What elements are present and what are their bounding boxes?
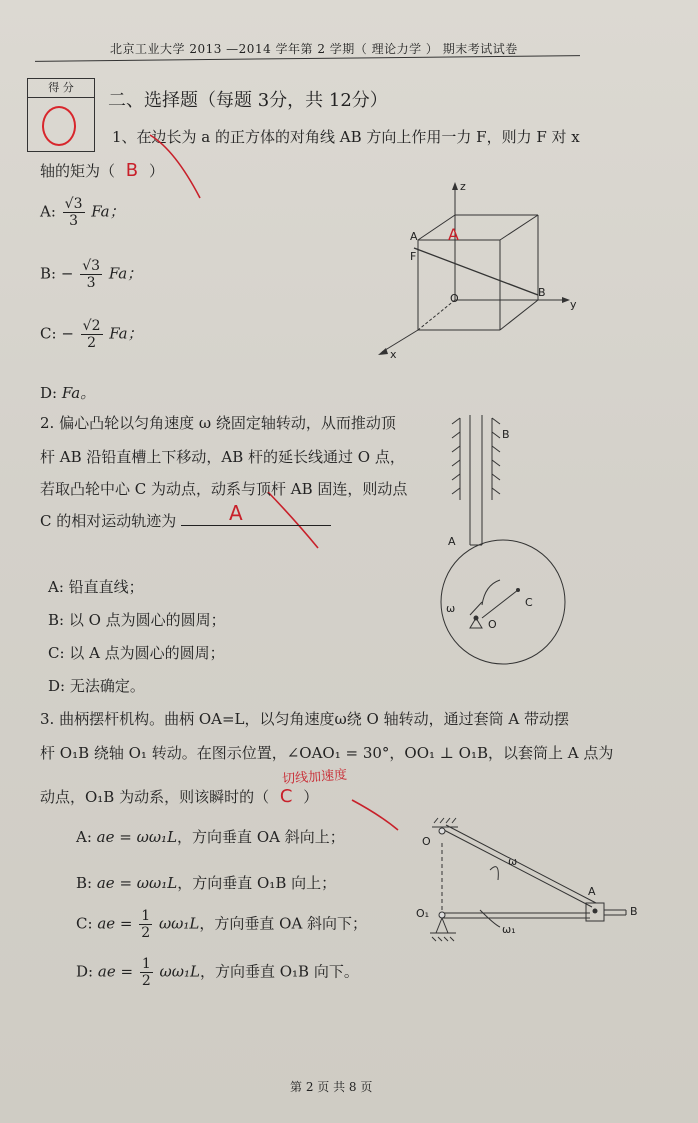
q1-option-c-sign: − — [61, 324, 74, 343]
cube-axis-x: x — [390, 348, 397, 361]
q1-option-c-label: C: — [40, 324, 57, 343]
z-axis-arrow — [452, 182, 458, 190]
q2-option-b: B: 以 O 点为圆心的圆周； — [48, 611, 226, 629]
q1-option-c-den: 2 — [87, 335, 97, 351]
mech-point-a: A — [588, 885, 596, 898]
q3-option-d — [76, 956, 359, 989]
q2-option-c: C: 以 A 点为圆心的圆周； — [48, 644, 225, 662]
q3-option-d-fraction — [140, 956, 153, 989]
pivot-o1 — [439, 912, 445, 918]
q2-cam-figure — [430, 410, 590, 670]
q3-line3-prefix: 动点，O₁B 为动系，则该瞬时的 — [40, 788, 255, 806]
cube-point-a: A — [410, 230, 418, 243]
q1-option-a-label: A: — [40, 202, 56, 221]
q1-option-b-num: √3 — [82, 258, 101, 274]
q3-line2: 杆 O₁B 绕轴 O₁ 转动。在图示位置，∠OAO₁ = 30°，OO₁ ⊥ O₁B，以套筒上 A 点为 — [40, 744, 614, 762]
q1-handwritten-answer: B — [125, 160, 139, 181]
q1-option-c-tail: Fa； — [109, 324, 143, 343]
q1-option-b-tail: Fa； — [108, 264, 143, 283]
cam-center-c — [516, 588, 520, 592]
q3-option-a-label: A: — [76, 828, 92, 846]
q3-option-c-den: 2 — [141, 925, 151, 941]
q3-option-d-desc: ，方向垂直 O₁B 向下。 — [199, 962, 359, 981]
q3-option-c-num: 1 — [141, 908, 151, 924]
score-box-label: 得 分 — [28, 79, 94, 98]
q3-option-d-label: D: — [76, 962, 94, 981]
mech-omega1: ω₁ — [502, 923, 516, 936]
section-title: 二、选择题（每题 3分，共 12分） — [108, 90, 388, 111]
cam-point-o: O — [488, 618, 497, 631]
q3-option-d-den: 2 — [141, 973, 151, 989]
q1-option-b-label: B: — [40, 264, 57, 283]
cube-point-o: O — [450, 292, 459, 305]
q3-line3: 动点，O₁B 为动系，则该瞬时的（ C ） — [40, 786, 319, 807]
q1-option-b-sign: − — [60, 264, 74, 283]
q3-option-c-formula-post: ωω₁L — [158, 914, 200, 933]
q1-line2-prefix: 轴的矩为（ — [40, 162, 116, 180]
cam-point-b: B — [502, 428, 510, 441]
q3-handwritten-answer: C — [279, 786, 293, 807]
page-footer: 第 2 页 共 8 页 — [290, 1080, 373, 1094]
q3-option-c — [76, 908, 367, 941]
q1-check-stroke — [150, 135, 200, 198]
page-header: 北京工业大学 2013 —2014 学年第 2 学期（ 理论力学 ） 期末考试试卷 — [110, 42, 518, 56]
cube-axis-y: y — [570, 298, 577, 311]
q3-option-b — [76, 872, 336, 893]
cube-axis-z: z — [460, 180, 466, 193]
cube-point-b: B — [538, 286, 546, 299]
mech-omega: ω — [508, 855, 518, 868]
q3-line1: 3. 曲柄摆杆机构。曲柄 OA=L，以匀角速度ω绕 O 轴转动，通过套筒 A 带动摆 — [40, 710, 569, 728]
q1-option-d-tail: Fa。 — [61, 384, 96, 402]
mech-point-o1: O₁ — [416, 907, 430, 920]
mech-point-o: O — [422, 835, 431, 848]
q2-line4 — [40, 501, 331, 531]
q2-handwritten-answer: A — [229, 501, 243, 525]
cam-pivot-o — [474, 616, 479, 621]
q3-option-c-formula-pre: ae = — [97, 914, 133, 933]
q1-option-a-den: 3 — [69, 213, 79, 229]
q2-answer-blank — [181, 501, 331, 526]
q3-option-c-fraction — [139, 908, 152, 941]
q2-line1: 2. 偏心凸轮以匀角速度 ω 绕固定轴转动，从而推动顶 — [40, 414, 396, 432]
q3-option-b-desc: ，方向垂直 O₁B 向上； — [177, 874, 337, 892]
q2-option-a: A: 铅直直线； — [48, 578, 144, 596]
q1-line1: 1、在边长为 a 的正方体的对角线 AB 方向上作用一力 F，则力 F 对 x — [112, 128, 580, 146]
cube-red-annotation: A — [448, 225, 459, 244]
q3-option-d-formula-post: ωω₁L — [159, 962, 200, 981]
q3-option-c-label: C: — [76, 914, 93, 933]
q3-option-a — [76, 826, 345, 847]
q1-option-b-den: 3 — [86, 275, 96, 291]
q3-handwritten-note: 切线加速度 — [281, 767, 348, 788]
q2-line2: 杆 AB 沿铅直槽上下移动，AB 杆的延长线通过 O 点， — [40, 448, 405, 466]
q3-option-d-formula-pre: ae = — [97, 962, 134, 981]
cam-omega: ω — [446, 602, 456, 615]
q3-option-c-desc: ，方向垂直 OA 斜向下； — [199, 914, 368, 933]
q3-option-b-label: B: — [76, 874, 93, 892]
mech-point-b: B — [630, 905, 638, 918]
q3-option-a-formula: ae = ωω₁L — [96, 828, 178, 846]
q1-cube-figure — [370, 180, 590, 365]
pivot-o — [439, 828, 445, 834]
q2-line4-text: C 的相对运动轨迹为 — [40, 512, 177, 530]
q1-option-a-tail: Fa； — [91, 202, 125, 221]
q2-line3: 若取凸轮中心 C 为动点，动系与顶杆 AB 固连，则动点 — [40, 480, 408, 498]
q1-option-d-label: D: — [40, 384, 58, 402]
q3-line3-suffix: ） — [303, 788, 319, 806]
q1-line2-suffix: ） — [148, 162, 164, 180]
y-axis-arrow — [562, 297, 570, 303]
cam-point-c: C — [525, 596, 533, 609]
q3-option-b-formula: ae = ωω₁L — [96, 874, 178, 892]
cam-point-a: A — [448, 535, 456, 548]
q2-option-d: D: 无法确定。 — [48, 677, 145, 695]
q3-mechanism-figure — [410, 815, 650, 945]
q3-option-d-num: 1 — [141, 956, 151, 972]
q1-option-c-num: √2 — [82, 318, 101, 334]
slider-point-a — [593, 909, 598, 914]
q3-check-stroke — [352, 800, 398, 830]
cube-point-f: F — [410, 250, 417, 263]
q3-option-a-desc: ，方向垂直 OA 斜向上； — [177, 828, 345, 846]
q1-option-a-num: √3 — [64, 196, 83, 212]
